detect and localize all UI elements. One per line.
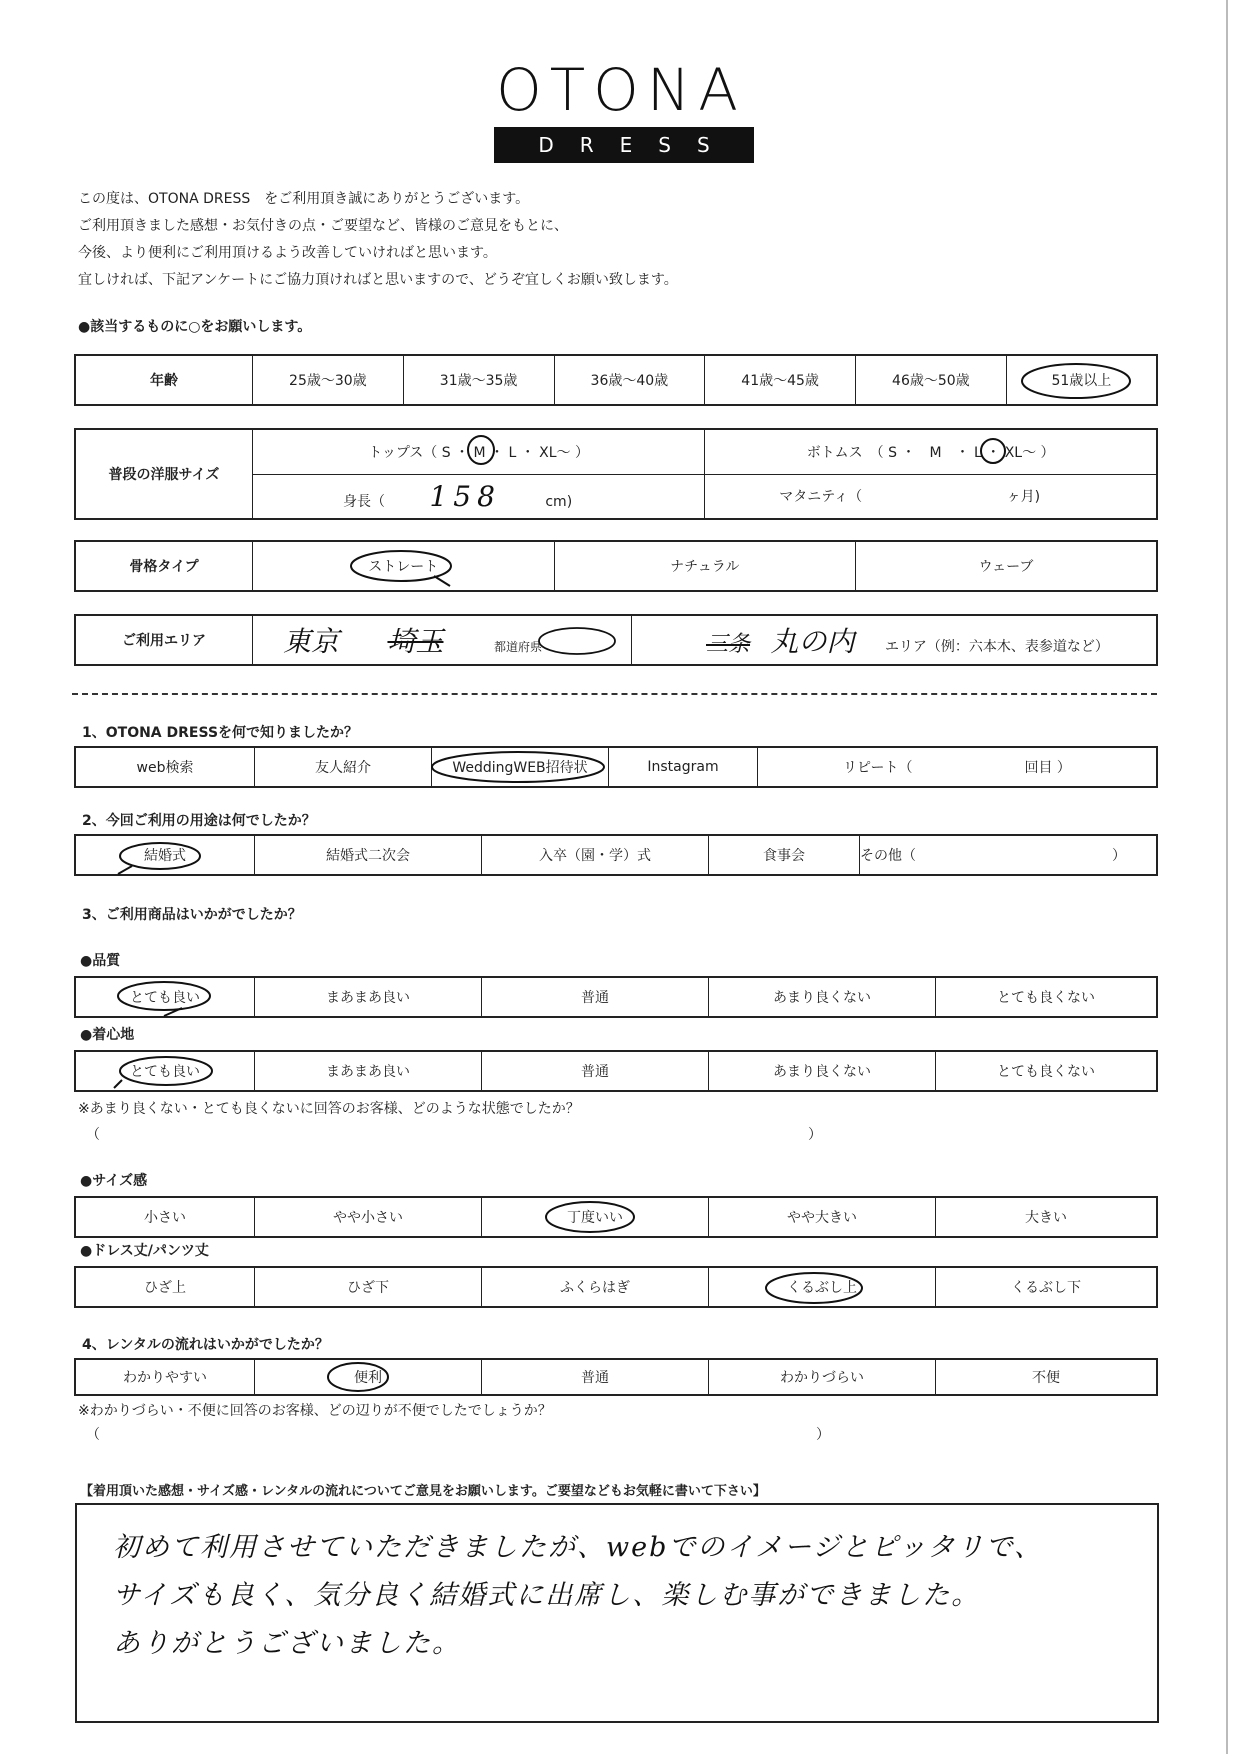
intro-line: ご利用頂きました感想・お気付きの点・ご要望など、皆様のご意見をもとに、: [78, 218, 568, 234]
page-edge-line: [1226, 0, 1228, 1754]
comment-line: 初めて利用させていただきましたが、webでのイメージとピッタリで、: [113, 1532, 1043, 1563]
comfort-option-selected[interactable]: とても良い: [75, 1051, 255, 1091]
q4-open-paren: （: [86, 1427, 100, 1443]
comment-box[interactable]: [75, 1503, 1159, 1723]
q1-option-repeat[interactable]: リピート（ 回目 ）: [758, 747, 1158, 787]
length-title: ●ドレス丈/パンツ丈: [80, 1243, 209, 1259]
q3-title: 3、ご利用商品はいかがでしたか？: [82, 907, 302, 923]
logo-subtitle: DRESS: [494, 127, 754, 163]
q1-table: [74, 746, 1158, 788]
intro-text: [78, 186, 678, 294]
quality-option[interactable]: とても良くない: [936, 977, 1158, 1017]
length-table: [74, 1266, 1158, 1308]
fit-option[interactable]: 小さい: [75, 1197, 255, 1237]
quality-option-selected[interactable]: とても良い: [75, 977, 255, 1017]
frame-selection-circle: [346, 546, 458, 588]
age-option[interactable]: 46歳～50歳: [856, 355, 1007, 405]
q4-close-paren: ）: [816, 1427, 830, 1443]
frame-option[interactable]: ウェーブ: [856, 541, 1158, 591]
age-option-selected[interactable]: 51歳以上: [1006, 355, 1157, 405]
comfort-table: [74, 1050, 1158, 1092]
prefecture-struck: 埼玉: [387, 625, 444, 658]
quality-option[interactable]: 普通: [482, 977, 709, 1017]
comfort-option[interactable]: 普通: [482, 1051, 709, 1091]
comfort-note: ※あまり良くない・とても良くないに回答のお客様、どのような状態でしたか？: [78, 1101, 580, 1117]
bottoms-selection-circle: [976, 434, 1010, 468]
intro-line: 今後、より便利にご利用頂けるよう改善していければと思います。: [78, 245, 497, 261]
city-handwritten: 丸の内: [770, 625, 855, 658]
q4-table: [74, 1358, 1158, 1396]
quality-option[interactable]: まあまあ良い: [255, 977, 482, 1017]
frame-option[interactable]: ナチュラル: [554, 541, 856, 591]
logo-title: OTONA: [496, 56, 746, 124]
age-option[interactable]: 25歳～30歳: [253, 355, 404, 405]
fit-title: ●サイズ感: [80, 1173, 148, 1189]
age-selection-circle: [1018, 360, 1136, 402]
prefecture-suffix-circle: [534, 624, 620, 658]
quality-title: ●品質: [80, 953, 121, 969]
q1-option[interactable]: Instagram: [609, 747, 758, 787]
intro-line: 宜しければ、下記アンケートにご協力頂ければと思いますので、どうぞ宜しくお願い致します。: [78, 272, 678, 288]
q1-option[interactable]: 友人紹介: [255, 747, 432, 787]
comfort-option[interactable]: まあまあ良い: [255, 1051, 482, 1091]
fit-option-selected[interactable]: 丁度いい: [482, 1197, 709, 1237]
comfort-selection-circle: [112, 1052, 220, 1092]
height-label: 身長（: [343, 493, 385, 510]
quality-option[interactable]: あまり良くない: [709, 977, 936, 1017]
fit-option[interactable]: やや小さい: [255, 1197, 482, 1237]
instruction-heading: ●該当するものに○をお願いします。: [78, 319, 312, 335]
q4-option[interactable]: わかりやすい: [75, 1359, 255, 1395]
q4-option[interactable]: わかりづらい: [709, 1359, 936, 1395]
area-note: エリア（例：六本木、表参道など）: [884, 639, 1109, 655]
comment-line: サイズも良く、気分良く結婚式に出席し、楽しむ事ができました。: [113, 1580, 981, 1611]
q2-selection-circle: [114, 838, 210, 876]
length-option-selected[interactable]: くるぶし上: [709, 1267, 936, 1307]
age-option[interactable]: 31歳～35歳: [403, 355, 554, 405]
length-option[interactable]: くるぶし下: [936, 1267, 1158, 1307]
q1-title: 1、OTONA DRESSを何で知りましたか？: [82, 725, 359, 741]
height-field[interactable]: [253, 474, 705, 519]
comfort-open-paren: （: [86, 1127, 100, 1143]
q2-option-selected[interactable]: 結婚式: [75, 835, 255, 875]
length-option[interactable]: ひざ下: [255, 1267, 482, 1307]
quality-table: [74, 976, 1158, 1018]
q1-option-selected[interactable]: WeddingWEB招待状: [432, 747, 609, 787]
tops-size-options[interactable]: トップス（ S ・ M ・ L ・ XL～ ）: [253, 429, 705, 474]
comment-line: ありがとうございました。: [113, 1628, 461, 1659]
prefecture-suffix: 都道府県: [493, 640, 542, 654]
q4-option[interactable]: 普通: [482, 1359, 709, 1395]
comfort-title: ●着心地: [80, 1027, 135, 1043]
q1-option[interactable]: web検索: [75, 747, 255, 787]
maternity-unit: ヶ月): [1006, 489, 1041, 506]
age-table: [74, 354, 1158, 406]
frame-label: 骨格タイプ: [75, 541, 253, 591]
city-struck: 三条: [706, 632, 751, 657]
section-divider: [72, 693, 1157, 695]
city-field[interactable]: [632, 615, 1158, 665]
q4-option[interactable]: 不便: [936, 1359, 1158, 1395]
q2-option[interactable]: 食事会: [709, 835, 860, 875]
q1-selection-circle: [428, 748, 612, 786]
intro-line: この度は、OTONA DRESS をご利用頂き誠にありがとうございます。: [78, 191, 530, 207]
q2-option[interactable]: 結婚式二次会: [255, 835, 482, 875]
comfort-close-paren: ）: [808, 1127, 822, 1143]
height-value: 158: [429, 479, 501, 513]
q4-note: ※わかりづらい・不便に回答のお客様、どの辺りが不便でしたでしょうか？: [78, 1403, 552, 1419]
tops-selection-circle: [464, 432, 498, 468]
prefecture-handwritten: 東京: [283, 625, 340, 658]
q2-table: [74, 834, 1158, 876]
comfort-option[interactable]: とても良くない: [936, 1051, 1158, 1091]
frame-option-selected[interactable]: ストレート: [253, 541, 555, 591]
frame-table: [74, 540, 1158, 592]
length-option[interactable]: ひざ上: [75, 1267, 255, 1307]
age-option[interactable]: 41歳～45歳: [705, 355, 856, 405]
area-label: ご利用エリア: [75, 615, 253, 665]
comfort-option[interactable]: あまり良くない: [709, 1051, 936, 1091]
length-selection-circle: [760, 1268, 872, 1308]
length-option[interactable]: ふくらはぎ: [482, 1267, 709, 1307]
age-label: 年齢: [75, 355, 253, 405]
size-label: 普段の洋服サイズ: [75, 429, 253, 519]
maternity-label: マタニティ（: [779, 489, 863, 506]
quality-selection-circle: [112, 978, 220, 1018]
fit-option[interactable]: 大きい: [936, 1197, 1158, 1237]
comment-title: 【着用頂いた感想・サイズ感・レンタルの流れについてご意見をお願いします。ご要望などもお気軽に書いて下さい】: [80, 1484, 766, 1499]
q4-title: 4、レンタルの流れはいかがでしたか？: [82, 1337, 329, 1353]
q4-option-selected[interactable]: 便利: [255, 1359, 482, 1395]
height-unit: cm): [545, 493, 573, 510]
fit-selection-circle: [540, 1198, 640, 1238]
q2-option-other[interactable]: その他（ ）: [860, 835, 1158, 875]
age-option[interactable]: 36歳～40歳: [554, 355, 705, 405]
q2-title: 2、今回ご利用の用途は何でしたか？: [82, 813, 316, 829]
maternity-field[interactable]: [705, 474, 1157, 519]
fit-option[interactable]: やや大きい: [709, 1197, 936, 1237]
q4-selection-circle: [322, 1358, 394, 1396]
q2-option[interactable]: 入卒（園・学）式: [482, 835, 709, 875]
bottoms-size-options[interactable]: ボトムス （ S ・ M ・ L ・ XL～ ）: [705, 429, 1157, 474]
